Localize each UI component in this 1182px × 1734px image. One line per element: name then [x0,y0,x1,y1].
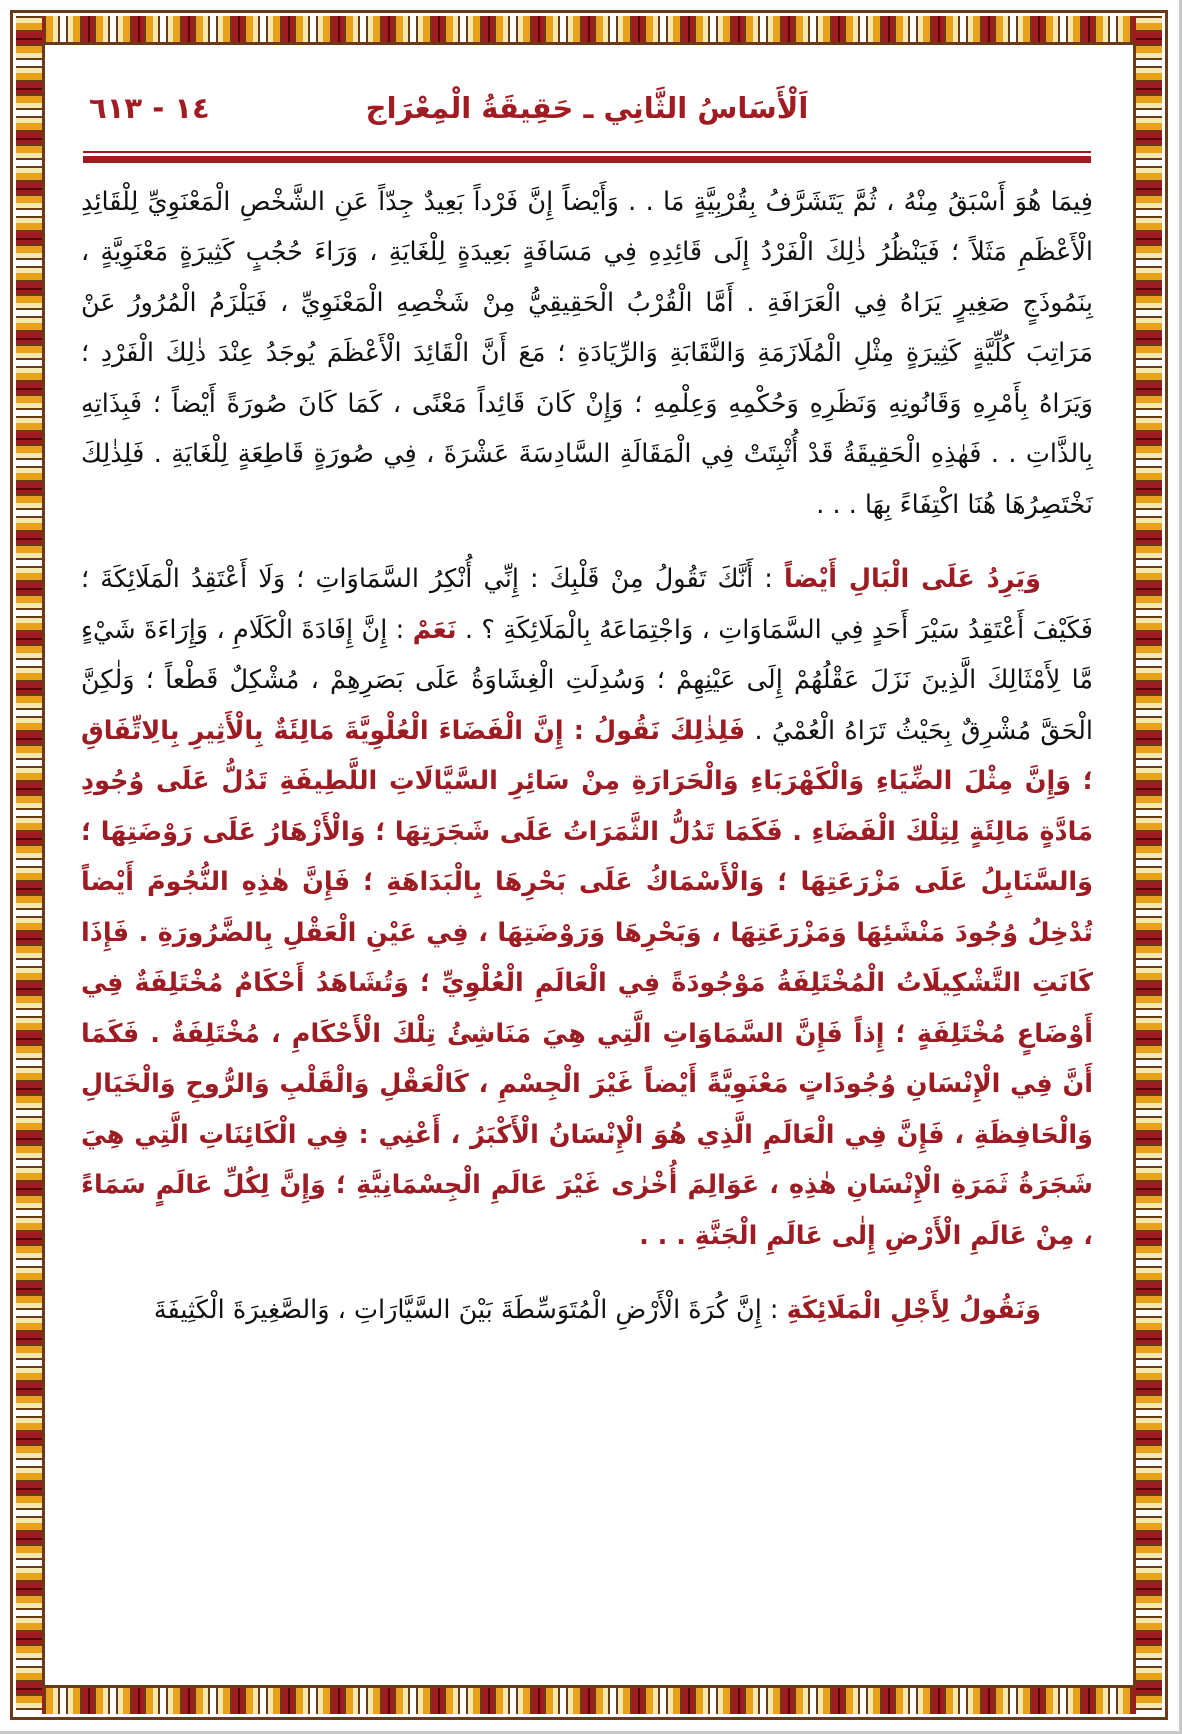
paragraph-1: فِيمَا هُوَ أَسْبَقُ مِنْهُ ، ثُمَّ يَتَشَرَّفُ بِقُرْبِيَّةٍ مَا . . وَأَيْضاً إِنَّ فَرْداً بَعِيدٌ جِدّاً عَنِ الشَّخْصِ الْمَعْنَوِيِّ لِلْقَائِدِ الْأَعْظَمِ مَثَلاً ؛ فَيَنْظُرُ ذٰلِكَ الْفَرْدُ إِلَى قَائِدِهِ فِي مَسَافَةٍ بَعِيدَةٍ لِلْغَايَةِ ، وَرَاءَ حُجُبٍ كَثِيرَةٍ مَعْنَوِيَّةٍ ، بِنَمُوذَجٍ صَغِيرٍ يَرَاهُ فِي الْعَرَافَةِ . أَمَّا الْقُرْبُ الْحَقِيقِيُّ مِنْ شَخْصِهِ الْمَعْنَوِيِّ ، فَيَلْزَمُ الْمُرُورُ عَنْ مَرَاتِبَ كُلِّيَّةٍ كَثِيرَةٍ مِثْلِ الْمُلَازَمَةِ وَالنَّقَابَةِ وَالرِّيَادَةِ ؛ مَعَ أَنَّ الْقَائِدَ الْأَعْظَمَ يُوجَدُ عِنْدَ ذٰلِكَ الْفَرْدِ ؛ وَيَرَاهُ بِأَمْرِهِ وَقَانُونِهِ وَنَظَرِهِ وَحُكْمِهِ وَعِلْمِهِ ؛ وَإِنْ كَانَ قَائِداً مَعْنًى ، كَمَا كَانَ صُورَةً أَيْضاً ؛ فَبِذَاتِهِ بِالذَّاتِ . . فَهٰذِهِ الْحَقِيقَةُ قَدْ أُثْبِتَتْ فِي الْمَقَالَةِ السَّادِسَةَ عَشْرَةَ ، فِي صُورَةٍ قَاطِعَةٍ لِلْغَايَةِ . فَلِذٰلِكَ نَخْتَصِرُهَا هُنَا اكْتِفَاءً بِهَا . . . [81,187,1093,520]
paragraph-3 [81,1285,1093,1335]
page-content [59,59,1115,1667]
paragraph-2-text-a: : أَنَّكَ تَقُولُ مِنْ قَلْبِكَ : إِنِّي أُنْكِرُ السَّمَاوَاتِ ؛ وَلَا أَعْتَقِدُ الْمَلَائِكَةَ ؛ فَكَيْفَ أَعْتَقِدُ سَيْرَ أَحَدٍ فِي السَّمَاوَاتِ ، وَاجْتِمَاعَهُ بِالْمَلَائِكَةِ ؟ . [81,564,1093,645]
paragraph-2-red-block: فَلِذٰلِكَ نَقُولُ : إِنَّ الْفَضَاءَ الْعُلْوِيَّةَ مَالِئَةٌ بِالْأَثِيرِ بِالِاتِّفَاقِ ؛ وَإِنَّ مِثْلَ الضِّيَاءِ وَالْكَهْرَبَاءِ وَالْحَرَارَةِ مِنْ سَائِرِ السَّيَّالَاتِ اللَّطِيفَةِ تَدُلُّ عَلَى وُجُودِ مَادَّةٍ مَالِئَةٍ لِتِلْكَ الْفَضَاءِ . فَكَمَا تَدُلُّ الثَّمَرَاتُ عَلَى شَجَرَتِهَا ؛ وَالْأَزْهَارُ عَلَى رَوْضَتِهَا ؛ وَالسَّنَابِلُ عَلَى مَزْرَعَتِهَا ؛ وَالْأَسْمَاكُ عَلَى بَحْرِهَا بِالْبَدَاهَةِ ؛ فَإِنَّ هٰذِهِ النُّجُومَ أَيْضاً تُدْخِلُ وُجُودَ مَنْشَئِهَا وَمَزْرَعَتِهَا ، وَبَحْرِهَا وَرَوْضَتِهَا ، فِي عَيْنِ الْعَقْلِ بِالضَّرُورَةِ . فَإِذَا كَانَتِ التَّشْكِيلَاتُ الْمُخْتَلِفَةُ مَوْجُودَةً فِي الْعَالَمِ الْعُلْوِيِّ ؛ وَتُشَاهَدُ أَحْكَامٌ مُخْتَلِفَةٌ فِي أَوْضَاعٍ مُخْتَلِفَةٍ ؛ إِذاً فَإِنَّ السَّمَاوَاتِ الَّتِي هِيَ مَنَاشِئُ تِلْكَ الْأَحْكَامِ ، مُخْتَلِفَةٌ . فَكَمَا أَنَّ فِي الْإِنْسَانِ وُجُودَاتٍ مَعْنَوِيَّةً أَيْضاً غَيْرَ الْجِسْمِ ، كَالْعَقْلِ وَالْقَلْبِ وَالرُّوحِ وَالْخَيَالِ وَالْحَافِظَةِ ، فَإِنَّ فِي الْعَالَمِ الَّذِي هُوَ الْإِنْسَانُ الْأَكْبَرُ ، أَعْنِي : فِي الْكَائِنَاتِ الَّتِي هِيَ شَجَرَةُ ثَمَرَةِ الْإِنْسَانِ هٰذِهِ ، عَوَالِمَ أُخْرٰى غَيْرَ عَالَمِ الْجِسْمَانِيَّةِ ؛ وَإِنَّ لِكُلِّ عَالَمٍ سَمَاءً ، مِنْ عَالَمِ الْأَرْضِ إِلٰى عَالَمِ الْجَنَّةِ . . . [81,715,1093,1251]
page-header [81,85,1093,147]
paragraph-2-emphasis: نَعَمْ [412,614,457,645]
frame-braid-top-icon [16,16,1162,42]
paragraph-3-heading: وَنَقُولُ لِأَجْلِ الْمَلَائِكَةِ [786,1295,1041,1326]
paragraph-2 [81,554,1093,1261]
decorative-frame [10,10,1168,1720]
frame-braid-left-icon [16,16,42,1714]
paragraph-2-text-b: : إِنَّ إِفَادَةَ الْكَلَامِ ، وَإِرَاءَةَ شَيْءٍ مَّا لِأَمْثَالِكَ الَّذِينَ نَزَلَ عَقْلُهُمْ إِلَى عَيْنِهِمْ ؛ وَسُدِلَتِ الْغِشَاوَةُ عَلَى بَصَرِهِمْ ، مُشْكِلٌ قَطْعاً ؛ وَلٰكِنَّ الْحَقَّ مُشْرِقٌ بِحَيْثُ تَرَاهُ الْعُمْيُ . [81,614,1093,746]
header-rule-thick [83,156,1091,163]
page-number: ١٤ - ٦١٣ [89,91,210,125]
header-divider [83,151,1091,163]
frame-braid-right-icon [1136,16,1162,1714]
paragraph-3-text: : إِنَّ كُرَةَ الْأَرْضِ الْمُتَوَسِّطَةَ بَيْنَ السَّيَّارَاتِ ، وَالصَّغِيرَةَ الْكَثِيفَةَ [153,1295,787,1326]
header-rule-thin [83,151,1091,153]
frame-braid-bottom-icon [16,1688,1162,1714]
page-title: اَلْأَسَاسُ الثَّانِي ـ حَقِيقَةُ الْمِعْرَاج [365,91,809,125]
paragraph-2-heading: وَيَرِدُ عَلَى الْبَالِ أَيْضاً [783,564,1041,595]
body-text [81,177,1093,1336]
